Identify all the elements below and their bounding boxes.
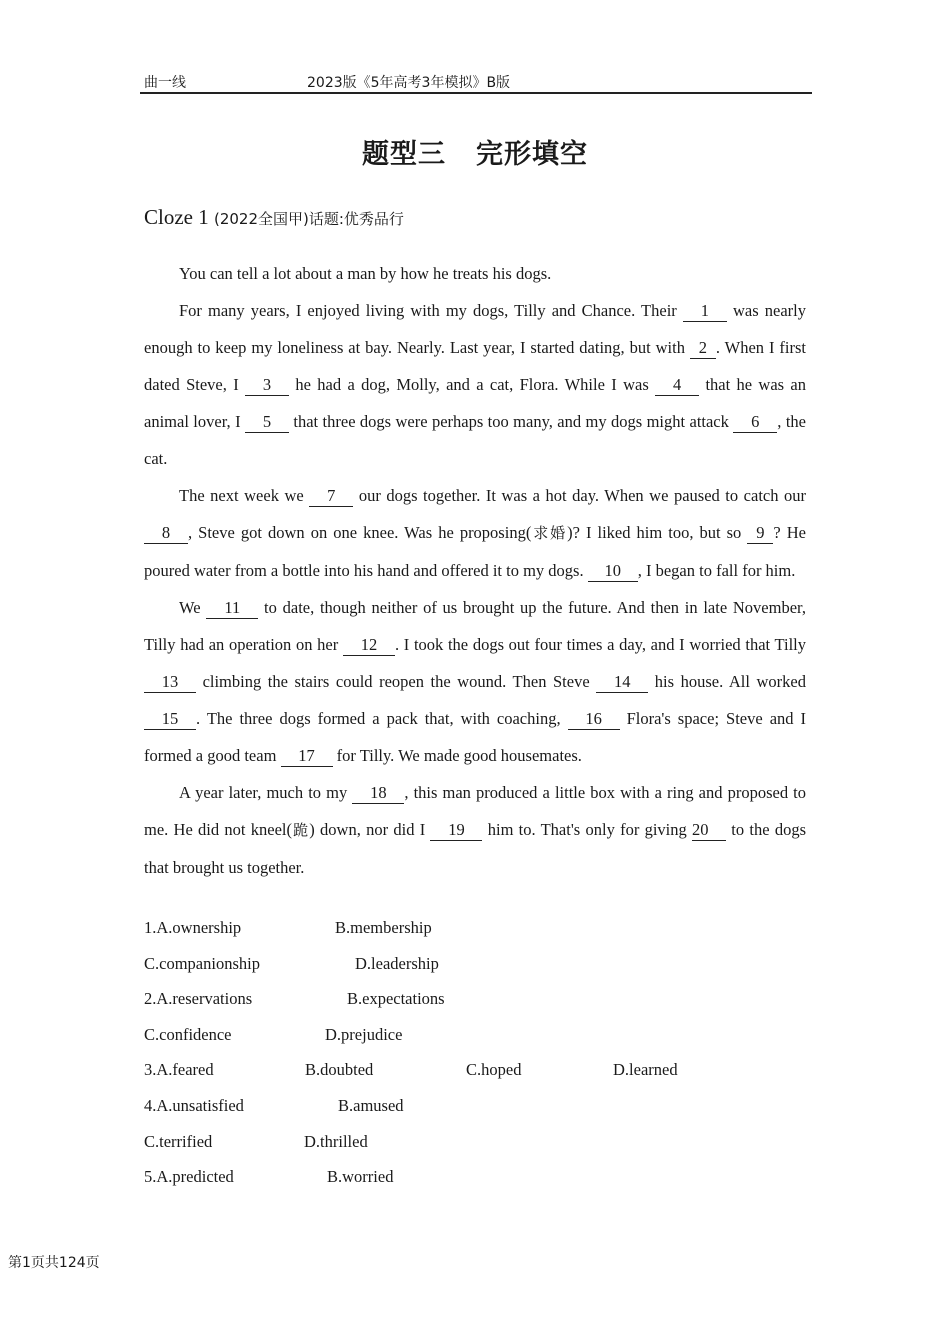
text-run: his house. All worked [654, 672, 806, 691]
text-run: . I took the dogs out four times a day, and I worried that Tilly [394, 635, 806, 654]
option-1c: C.companionship [144, 953, 260, 973]
blank-18: 18 [352, 783, 404, 804]
option-4d: D.thrilled [304, 1131, 368, 1151]
cloze-heading [144, 205, 404, 230]
text-run: ? He poured water from a bottle into his hand and offered it to my dogs. [144, 523, 806, 580]
blank-6: 6 [733, 412, 777, 433]
text-run: 求婚 [531, 524, 568, 542]
cloze-topic: 话题:优秀品行 [308, 210, 404, 228]
cloze-passage [144, 255, 806, 886]
cloze-label: Cloze 1 [144, 205, 209, 229]
option-1d: D.leadership [355, 953, 439, 973]
text-run: to date, though neither of us brought up the future. And then in late November, Tilly had an operation on her [144, 598, 806, 654]
blank-11: 11 [206, 598, 258, 619]
blank-17: 17 [281, 746, 333, 767]
text-run: We [179, 598, 201, 617]
option-4b: B.amused [338, 1095, 404, 1115]
blank-4: 4 [655, 375, 699, 396]
paragraph-4 [144, 589, 806, 774]
text-run: , I began to fall for him. [637, 561, 796, 580]
text-run: You can tell a lot about a man by how he treats his dogs. [179, 264, 552, 283]
text-run: our dogs together. It was a hot day. When we paused to catch our [358, 486, 807, 505]
blank-10: 10 [588, 561, 638, 582]
blank-12: 12 [343, 635, 395, 656]
text-run: 跪 [291, 821, 310, 839]
option-5a: 5.A.predicted [144, 1167, 234, 1187]
title-part1: 题型三 [362, 139, 446, 170]
blank-2: 2 [690, 338, 716, 359]
blank-7: 7 [309, 486, 353, 507]
text-run: )? I liked him too, but so [567, 523, 742, 542]
blank-16: 16 [568, 709, 620, 730]
blank-14: 14 [596, 672, 648, 693]
option-3b: B.doubted [305, 1060, 374, 1080]
option-4c: C.terrified [144, 1131, 213, 1151]
option-2b: B.expectations [347, 989, 445, 1009]
page-number: 第1页共124页 [8, 1255, 100, 1271]
text-run: , the cat. [144, 412, 806, 468]
text-run: ) down, nor did I [309, 820, 426, 839]
text-run: that three dogs were perhaps too many, and my dogs might attack [293, 412, 729, 431]
blank-5: 5 [245, 412, 289, 433]
blank-3: 3 [245, 375, 289, 396]
text-run: The next week we [179, 486, 304, 505]
option-3d: D.learned [613, 1060, 678, 1080]
blank-19: 19 [430, 820, 482, 841]
option-3a: 3.A.feared [144, 1060, 214, 1080]
option-5b: B.worried [327, 1167, 394, 1187]
text-run: , this man produced a little box with a ring and proposed to me. He did not kneel( [144, 783, 807, 839]
text-run: that he was an animal lover, I [144, 375, 807, 431]
text-run: . When I first dated Steve, I [144, 338, 806, 394]
header-publisher: 曲一线 [144, 75, 186, 91]
option-3c: C.hoped [466, 1060, 522, 1080]
text-run: For many years, I enjoyed living with my dogs, Tilly and Chance. Their [179, 301, 677, 320]
text-run: for Tilly. We made good housemates. [336, 746, 582, 765]
option-4a: 4.A.unsatisfied [144, 1095, 244, 1115]
blank-8: 8 [144, 523, 188, 544]
option-2c: C.confidence [144, 1024, 232, 1044]
option-2d: D.prejudice [325, 1024, 403, 1044]
title-part2: 完形填空 [476, 139, 588, 170]
blank-1: 1 [683, 301, 727, 322]
text-run: climbing the stairs could reopen the wound. Then Steve [202, 672, 590, 691]
page-header [140, 70, 812, 94]
paragraph-2 [144, 292, 806, 477]
header-book-title: 2023版《5年高考3年模拟》B版 [307, 75, 511, 91]
blank-20: 20 [692, 820, 726, 841]
text-run: him to. That's only for giving [487, 820, 687, 839]
text-run: . The three dogs formed a pack that, with coaching, [196, 709, 561, 728]
option-2a: 2.A.reservations [144, 989, 253, 1009]
blank-13: 13 [144, 672, 196, 693]
text-run: Flora's space; Steve and I formed a good team [144, 709, 807, 765]
text-run: to the dogs that brought us together. [144, 820, 806, 877]
paragraph-1 [144, 255, 806, 292]
text-run: A year later, much to my [179, 783, 348, 802]
paragraph-5 [144, 774, 806, 886]
blank-15: 15 [144, 709, 196, 730]
text-run: was nearly enough to keep my loneliness at bay. Nearly. Last year, I started dating, but with [144, 301, 807, 357]
page-title [0, 132, 950, 171]
text-run: he had a dog, Molly, and a cat, Flora. While I was [295, 375, 649, 394]
blank-9: 9 [747, 523, 773, 544]
cloze-source: (2022全国甲) [213, 210, 309, 228]
paragraph-3 [144, 477, 806, 589]
option-1a: 1.A.ownership [144, 918, 242, 937]
option-1b: B.membership [335, 918, 432, 937]
text-run: , Steve got down on one knee. Was he proposing( [188, 523, 532, 542]
